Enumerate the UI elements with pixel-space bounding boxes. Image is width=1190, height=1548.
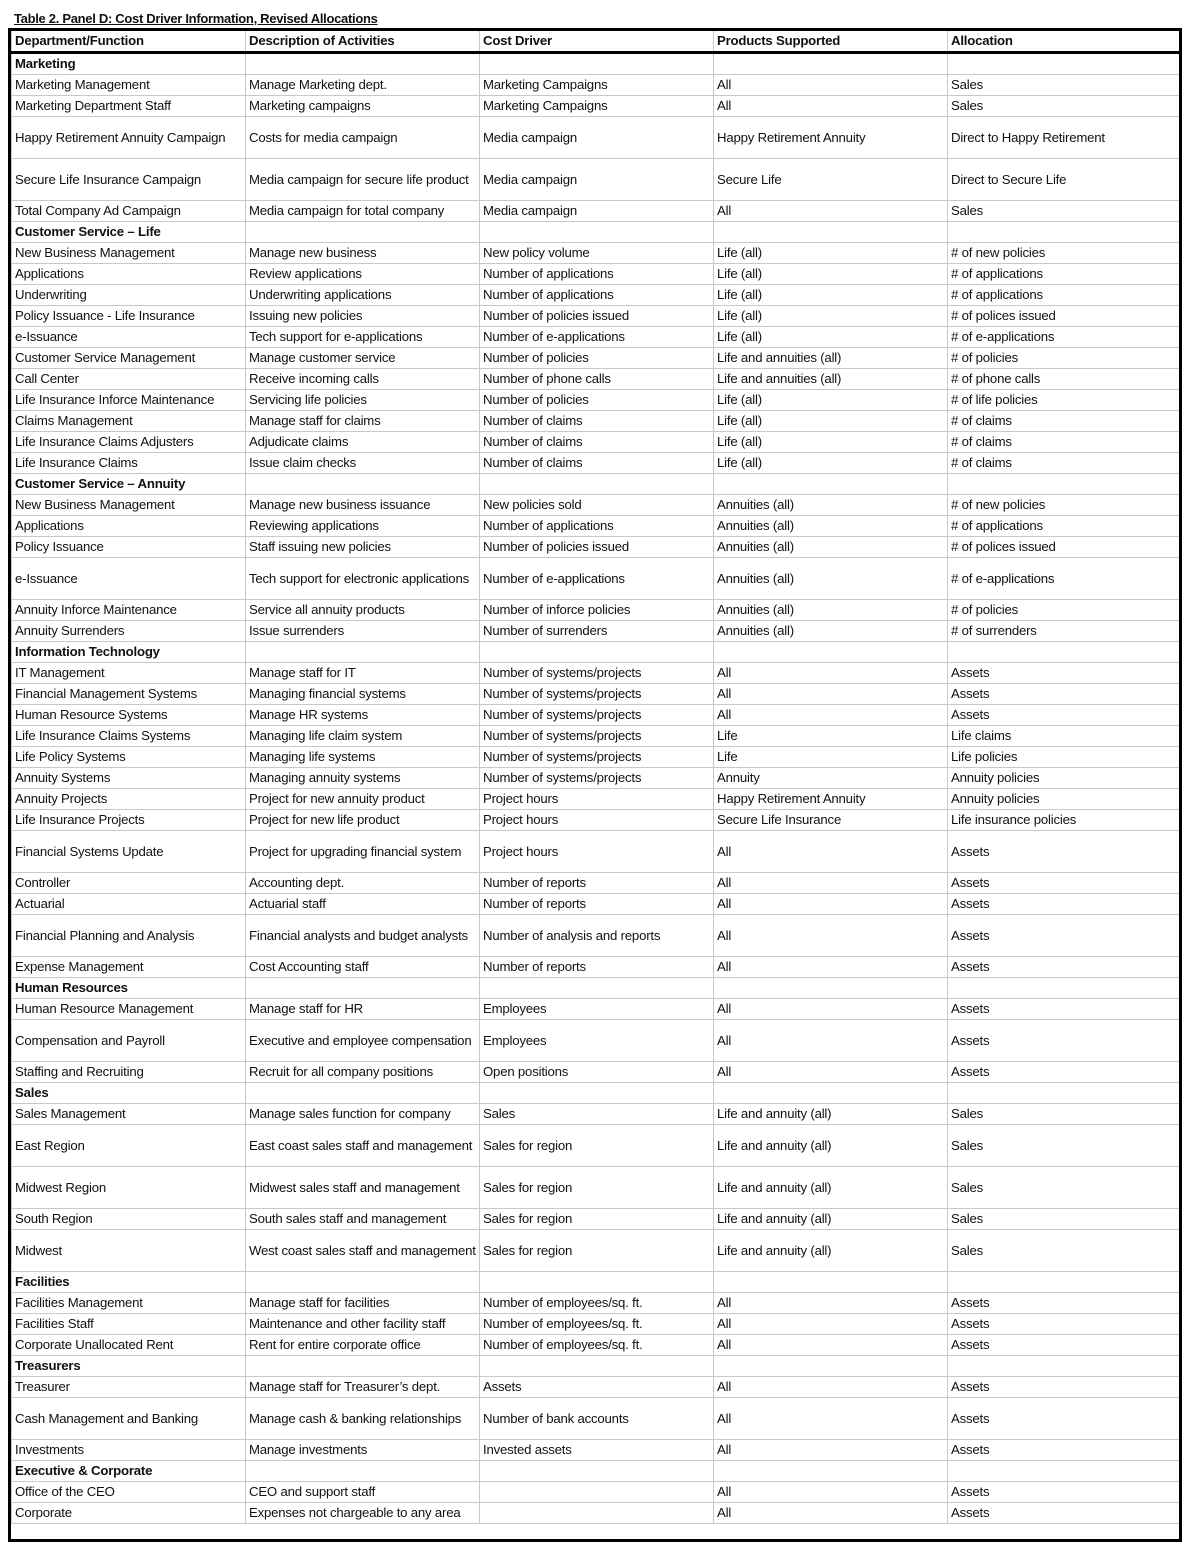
description-cell: Adjudicate claims xyxy=(246,432,480,453)
department-cell: Facilities Management xyxy=(12,1293,246,1314)
department-cell: Life Policy Systems xyxy=(12,747,246,768)
department-cell: e-Issuance xyxy=(12,327,246,348)
cost-driver-cell: Number of surrenders xyxy=(480,621,714,642)
description-cell: Manage sales function for company xyxy=(246,1104,480,1125)
description-cell: Managing financial systems xyxy=(246,684,480,705)
cost-driver-cell: Sales xyxy=(480,1104,714,1125)
description-cell: Manage HR systems xyxy=(246,705,480,726)
cost-driver-cell: Number of analysis and reports xyxy=(480,915,714,957)
products-cell: Life and annuity (all) xyxy=(714,1125,948,1167)
department-cell: Life Insurance Claims xyxy=(12,453,246,474)
department-cell: Underwriting xyxy=(12,285,246,306)
allocation-cell: Life claims xyxy=(948,726,1180,747)
description-cell: Staff issuing new policies xyxy=(246,537,480,558)
allocation-cell: # of new policies xyxy=(948,495,1180,516)
cost-driver-cell: New policies sold xyxy=(480,495,714,516)
products-cell: All xyxy=(714,1062,948,1083)
description-cell: Manage new business xyxy=(246,243,480,264)
products-cell: All xyxy=(714,1482,948,1503)
description-cell: East coast sales staff and management xyxy=(246,1125,480,1167)
products-cell: All xyxy=(714,75,948,96)
header-cost-driver: Cost Driver xyxy=(480,30,714,53)
department-cell: East Region xyxy=(12,1125,246,1167)
description-cell: Issue claim checks xyxy=(246,453,480,474)
cost-driver-cell: Number of systems/projects xyxy=(480,747,714,768)
cost-driver-cell: Sales for region xyxy=(480,1209,714,1230)
description-cell: Costs for media campaign xyxy=(246,117,480,159)
section-title: Sales xyxy=(12,1083,246,1104)
allocation-cell: Sales xyxy=(948,1167,1180,1209)
allocation-cell: Assets xyxy=(948,957,1180,978)
allocation-cell: Assets xyxy=(948,1062,1180,1083)
products-cell: All xyxy=(714,1398,948,1440)
department-cell: South Region xyxy=(12,1209,246,1230)
cost-driver-cell: Number of reports xyxy=(480,894,714,915)
cost-driver-cell: Number of employees/sq. ft. xyxy=(480,1335,714,1356)
department-cell: Office of the CEO xyxy=(12,1482,246,1503)
description-cell: Marketing campaigns xyxy=(246,96,480,117)
description-cell: Tech support for electronic applications xyxy=(246,558,480,600)
cost-driver-cell: Project hours xyxy=(480,789,714,810)
description-cell: Project for new annuity product xyxy=(246,789,480,810)
products-cell: Secure Life Insurance xyxy=(714,810,948,831)
description-cell: West coast sales staff and management xyxy=(246,1230,480,1272)
cost-driver-cell: Open positions xyxy=(480,1062,714,1083)
description-cell: Issuing new policies xyxy=(246,306,480,327)
products-cell: Life and annuity (all) xyxy=(714,1230,948,1272)
cost-driver-cell: Number of applications xyxy=(480,516,714,537)
department-cell: New Business Management xyxy=(12,495,246,516)
section-title: Information Technology xyxy=(12,642,246,663)
department-cell: Actuarial xyxy=(12,894,246,915)
description-cell: Manage staff for HR xyxy=(246,999,480,1020)
products-cell: All xyxy=(714,999,948,1020)
products-cell: Life (all) xyxy=(714,264,948,285)
department-cell: Applications xyxy=(12,516,246,537)
description-cell: Manage cash & banking relationships xyxy=(246,1398,480,1440)
cost-driver-cell: Number of policies xyxy=(480,348,714,369)
description-cell: Servicing life policies xyxy=(246,390,480,411)
description-cell: Project for upgrading financial system xyxy=(246,831,480,873)
department-cell: Marketing Department Staff xyxy=(12,96,246,117)
allocation-cell: # of surrenders xyxy=(948,621,1180,642)
products-cell: Life (all) xyxy=(714,243,948,264)
description-cell: Rent for entire corporate office xyxy=(246,1335,480,1356)
allocation-cell: # of new policies xyxy=(948,243,1180,264)
description-cell: Midwest sales staff and management xyxy=(246,1167,480,1209)
allocation-cell: Assets xyxy=(948,684,1180,705)
cost-driver-cell: Number of phone calls xyxy=(480,369,714,390)
products-cell: All xyxy=(714,1377,948,1398)
products-cell: All xyxy=(714,1440,948,1461)
department-cell: Annuity Surrenders xyxy=(12,621,246,642)
header-allocation: Allocation xyxy=(948,30,1180,53)
section-title: Treasurers xyxy=(12,1356,246,1377)
allocation-cell: # of polices issued xyxy=(948,306,1180,327)
department-cell: Life Insurance Claims Adjusters xyxy=(12,432,246,453)
allocation-cell: Assets xyxy=(948,1377,1180,1398)
cost-driver-cell: Media campaign xyxy=(480,159,714,201)
allocation-cell: Assets xyxy=(948,831,1180,873)
description-cell: Managing life claim system xyxy=(246,726,480,747)
allocation-cell: Sales xyxy=(948,1230,1180,1272)
allocation-cell: # of policies xyxy=(948,600,1180,621)
products-cell: All xyxy=(714,705,948,726)
department-cell: Sales Management xyxy=(12,1104,246,1125)
products-cell: All xyxy=(714,663,948,684)
description-cell: Service all annuity products xyxy=(246,600,480,621)
department-cell: Secure Life Insurance Campaign xyxy=(12,159,246,201)
allocation-cell: Sales xyxy=(948,75,1180,96)
description-cell: Manage customer service xyxy=(246,348,480,369)
department-cell: Call Center xyxy=(12,369,246,390)
department-cell: Financial Management Systems xyxy=(12,684,246,705)
cost-driver-cell: Media campaign xyxy=(480,201,714,222)
department-cell: Human Resource Management xyxy=(12,999,246,1020)
products-cell: Life and annuity (all) xyxy=(714,1104,948,1125)
cost-driver-cell: New policy volume xyxy=(480,243,714,264)
products-cell: Life (all) xyxy=(714,306,948,327)
department-cell: Controller xyxy=(12,873,246,894)
description-cell: Reviewing applications xyxy=(246,516,480,537)
allocation-cell: Assets xyxy=(948,894,1180,915)
products-cell: All xyxy=(714,96,948,117)
cost-driver-cell: Number of systems/projects xyxy=(480,705,714,726)
description-cell: Actuarial staff xyxy=(246,894,480,915)
cost-driver-cell: Number of employees/sq. ft. xyxy=(480,1314,714,1335)
description-cell: Manage staff for Treasurer’s dept. xyxy=(246,1377,480,1398)
allocation-cell: # of applications xyxy=(948,264,1180,285)
cost-driver-cell: Media campaign xyxy=(480,117,714,159)
description-cell: Managing life systems xyxy=(246,747,480,768)
cost-driver-cell: Number of reports xyxy=(480,873,714,894)
cost-driver-cell: Employees xyxy=(480,1020,714,1062)
department-cell: Life Insurance Inforce Maintenance xyxy=(12,390,246,411)
department-cell: Policy Issuance - Life Insurance xyxy=(12,306,246,327)
products-cell: All xyxy=(714,1020,948,1062)
description-cell: Manage staff for claims xyxy=(246,411,480,432)
cost-driver-cell: Assets xyxy=(480,1377,714,1398)
department-cell: Happy Retirement Annuity Campaign xyxy=(12,117,246,159)
allocation-cell: Sales xyxy=(948,201,1180,222)
products-cell: Life xyxy=(714,747,948,768)
section-title: Facilities xyxy=(12,1272,246,1293)
allocation-cell: Assets xyxy=(948,1314,1180,1335)
table-caption: Table 2. Panel D: Cost Driver Information, Revised Allocations xyxy=(14,11,378,26)
allocation-cell: Assets xyxy=(948,1335,1180,1356)
section-title: Customer Service – Annuity xyxy=(12,474,246,495)
department-cell: Total Company Ad Campaign xyxy=(12,201,246,222)
table-frame xyxy=(8,28,1182,1542)
department-cell: Treasurer xyxy=(12,1377,246,1398)
department-cell: Staffing and Recruiting xyxy=(12,1062,246,1083)
cost-driver-cell: Number of applications xyxy=(480,285,714,306)
header-department: Department/Function xyxy=(12,30,246,53)
description-cell: Media campaign for secure life product xyxy=(246,159,480,201)
products-cell: Life (all) xyxy=(714,285,948,306)
allocation-cell: Sales xyxy=(948,1125,1180,1167)
cost-driver-cell: Number of employees/sq. ft. xyxy=(480,1293,714,1314)
description-cell: Project for new life product xyxy=(246,810,480,831)
department-cell: Corporate Unallocated Rent xyxy=(12,1335,246,1356)
products-cell: All xyxy=(714,201,948,222)
allocation-cell: Annuity policies xyxy=(948,789,1180,810)
description-cell: CEO and support staff xyxy=(246,1482,480,1503)
allocation-cell: # of phone calls xyxy=(948,369,1180,390)
description-cell: Cost Accounting staff xyxy=(246,957,480,978)
description-cell: Financial analysts and budget analysts xyxy=(246,915,480,957)
department-cell: Human Resource Systems xyxy=(12,705,246,726)
allocation-cell: Life insurance policies xyxy=(948,810,1180,831)
products-cell: Happy Retirement Annuity xyxy=(714,789,948,810)
department-cell: Expense Management xyxy=(12,957,246,978)
description-cell: Manage investments xyxy=(246,1440,480,1461)
cost-driver-cell: Number of systems/projects xyxy=(480,684,714,705)
department-cell: Investments xyxy=(12,1440,246,1461)
allocation-cell: Assets xyxy=(948,1020,1180,1062)
cost-driver-cell: Number of bank accounts xyxy=(480,1398,714,1440)
products-cell: Life and annuities (all) xyxy=(714,369,948,390)
department-cell: New Business Management xyxy=(12,243,246,264)
products-cell: All xyxy=(714,1503,948,1524)
cost-driver-cell: Number of systems/projects xyxy=(480,663,714,684)
department-cell: Policy Issuance xyxy=(12,537,246,558)
description-cell: Media campaign for total company xyxy=(246,201,480,222)
header-products: Products Supported xyxy=(714,30,948,53)
department-cell: Cash Management and Banking xyxy=(12,1398,246,1440)
section-title: Executive & Corporate xyxy=(12,1461,246,1482)
products-cell: Annuities (all) xyxy=(714,621,948,642)
cost-driver-cell: Number of systems/projects xyxy=(480,768,714,789)
products-cell: All xyxy=(714,915,948,957)
products-cell: All xyxy=(714,684,948,705)
products-cell: Life (all) xyxy=(714,390,948,411)
products-cell: Life and annuity (all) xyxy=(714,1209,948,1230)
cost-driver-cell: Number of e-applications xyxy=(480,558,714,600)
allocation-cell: Assets xyxy=(948,999,1180,1020)
cost-driver-cell: Number of policies issued xyxy=(480,306,714,327)
products-cell: Annuities (all) xyxy=(714,516,948,537)
products-cell: Life and annuities (all) xyxy=(714,348,948,369)
description-cell: Manage Marketing dept. xyxy=(246,75,480,96)
products-cell: Annuity xyxy=(714,768,948,789)
description-cell: Manage new business issuance xyxy=(246,495,480,516)
description-cell: Manage staff for facilities xyxy=(246,1293,480,1314)
cost-driver-cell: Number of policies xyxy=(480,390,714,411)
products-cell: Happy Retirement Annuity xyxy=(714,117,948,159)
department-cell: Life Insurance Projects xyxy=(12,810,246,831)
allocation-cell: Assets xyxy=(948,705,1180,726)
description-cell: Underwriting applications xyxy=(246,285,480,306)
department-cell: Annuity Systems xyxy=(12,768,246,789)
cost-driver-cell: Sales for region xyxy=(480,1125,714,1167)
products-cell: All xyxy=(714,1293,948,1314)
description-cell: Issue surrenders xyxy=(246,621,480,642)
section-title: Human Resources xyxy=(12,978,246,999)
description-cell: Receive incoming calls xyxy=(246,369,480,390)
department-cell: Midwest Region xyxy=(12,1167,246,1209)
products-cell: Life (all) xyxy=(714,432,948,453)
department-cell: e-Issuance xyxy=(12,558,246,600)
description-cell: Accounting dept. xyxy=(246,873,480,894)
products-cell: Secure Life xyxy=(714,159,948,201)
allocation-cell: Assets xyxy=(948,663,1180,684)
allocation-cell: Assets xyxy=(948,915,1180,957)
allocation-cell: Sales xyxy=(948,1104,1180,1125)
cost-driver-cell: Number of reports xyxy=(480,957,714,978)
cost-driver-cell: Employees xyxy=(480,999,714,1020)
cost-driver-cell: Number of applications xyxy=(480,264,714,285)
allocation-cell: # of e-applications xyxy=(948,327,1180,348)
description-cell: South sales staff and management xyxy=(246,1209,480,1230)
products-cell: Life (all) xyxy=(714,411,948,432)
allocation-cell: # of applications xyxy=(948,516,1180,537)
department-cell: Facilities Staff xyxy=(12,1314,246,1335)
department-cell: Financial Planning and Analysis xyxy=(12,915,246,957)
cost-driver-cell: Number of policies issued xyxy=(480,537,714,558)
allocation-cell: Assets xyxy=(948,1482,1180,1503)
cost-driver-cell: Number of claims xyxy=(480,411,714,432)
cost-driver-cell: Number of inforce policies xyxy=(480,600,714,621)
allocation-cell: Annuity policies xyxy=(948,768,1180,789)
allocation-cell: # of polices issued xyxy=(948,537,1180,558)
cost-driver-cell: Sales for region xyxy=(480,1167,714,1209)
cost-driver-cell: Number of claims xyxy=(480,432,714,453)
products-cell: Life (all) xyxy=(714,453,948,474)
products-cell: Annuities (all) xyxy=(714,495,948,516)
description-cell: Tech support for e-applications xyxy=(246,327,480,348)
allocation-cell: Assets xyxy=(948,1293,1180,1314)
products-cell: Annuities (all) xyxy=(714,558,948,600)
header-description: Description of Activities xyxy=(246,30,480,53)
allocation-cell: # of e-applications xyxy=(948,558,1180,600)
description-cell: Executive and employee compensation xyxy=(246,1020,480,1062)
allocation-cell: Life policies xyxy=(948,747,1180,768)
department-cell: Annuity Inforce Maintenance xyxy=(12,600,246,621)
department-cell: IT Management xyxy=(12,663,246,684)
products-cell: Annuities (all) xyxy=(714,600,948,621)
department-cell: Life Insurance Claims Systems xyxy=(12,726,246,747)
products-cell: Annuities (all) xyxy=(714,537,948,558)
department-cell: Annuity Projects xyxy=(12,789,246,810)
cost-driver-cell: Sales for region xyxy=(480,1230,714,1272)
cost-driver-cell: Number of claims xyxy=(480,453,714,474)
allocation-cell: Assets xyxy=(948,1398,1180,1440)
products-cell: All xyxy=(714,873,948,894)
allocation-cell: Sales xyxy=(948,96,1180,117)
allocation-cell: Sales xyxy=(948,1209,1180,1230)
allocation-cell: Assets xyxy=(948,873,1180,894)
products-cell: All xyxy=(714,1335,948,1356)
allocation-cell: # of applications xyxy=(948,285,1180,306)
section-title: Customer Service – Life xyxy=(12,222,246,243)
allocation-cell: # of claims xyxy=(948,453,1180,474)
description-cell: Review applications xyxy=(246,264,480,285)
cost-driver-cell: Invested assets xyxy=(480,1440,714,1461)
department-cell: Marketing Management xyxy=(12,75,246,96)
section-title: Marketing xyxy=(12,53,246,75)
products-cell: All xyxy=(714,894,948,915)
description-cell: Maintenance and other facility staff xyxy=(246,1314,480,1335)
allocation-cell: # of claims xyxy=(948,411,1180,432)
products-cell: All xyxy=(714,957,948,978)
department-cell: Midwest xyxy=(12,1230,246,1272)
allocation-cell: Assets xyxy=(948,1503,1180,1524)
description-cell: Managing annuity systems xyxy=(246,768,480,789)
products-cell: All xyxy=(714,1314,948,1335)
cost-driver-cell: Project hours xyxy=(480,810,714,831)
description-cell: Recruit for all company positions xyxy=(246,1062,480,1083)
description-cell: Expenses not chargeable to any area xyxy=(246,1503,480,1524)
products-cell: Life (all) xyxy=(714,327,948,348)
allocation-cell: Direct to Secure Life xyxy=(948,159,1180,201)
allocation-cell: # of policies xyxy=(948,348,1180,369)
cost-driver-cell: Project hours xyxy=(480,831,714,873)
department-cell: Compensation and Payroll xyxy=(12,1020,246,1062)
department-cell: Customer Service Management xyxy=(12,348,246,369)
cost-driver-cell: Marketing Campaigns xyxy=(480,75,714,96)
description-cell: Manage staff for IT xyxy=(246,663,480,684)
cost-driver-cell: Number of e-applications xyxy=(480,327,714,348)
department-cell: Applications xyxy=(12,264,246,285)
cost-driver-cell: Number of systems/projects xyxy=(480,726,714,747)
department-cell: Claims Management xyxy=(12,411,246,432)
products-cell: All xyxy=(714,831,948,873)
allocation-cell: # of claims xyxy=(948,432,1180,453)
allocation-cell: Direct to Happy Retirement xyxy=(948,117,1180,159)
department-cell: Financial Systems Update xyxy=(12,831,246,873)
products-cell: Life and annuity (all) xyxy=(714,1167,948,1209)
products-cell: Life xyxy=(714,726,948,747)
allocation-cell: # of life policies xyxy=(948,390,1180,411)
cost-driver-cell: Marketing Campaigns xyxy=(480,96,714,117)
department-cell: Corporate xyxy=(12,1503,246,1524)
allocation-cell: Assets xyxy=(948,1440,1180,1461)
